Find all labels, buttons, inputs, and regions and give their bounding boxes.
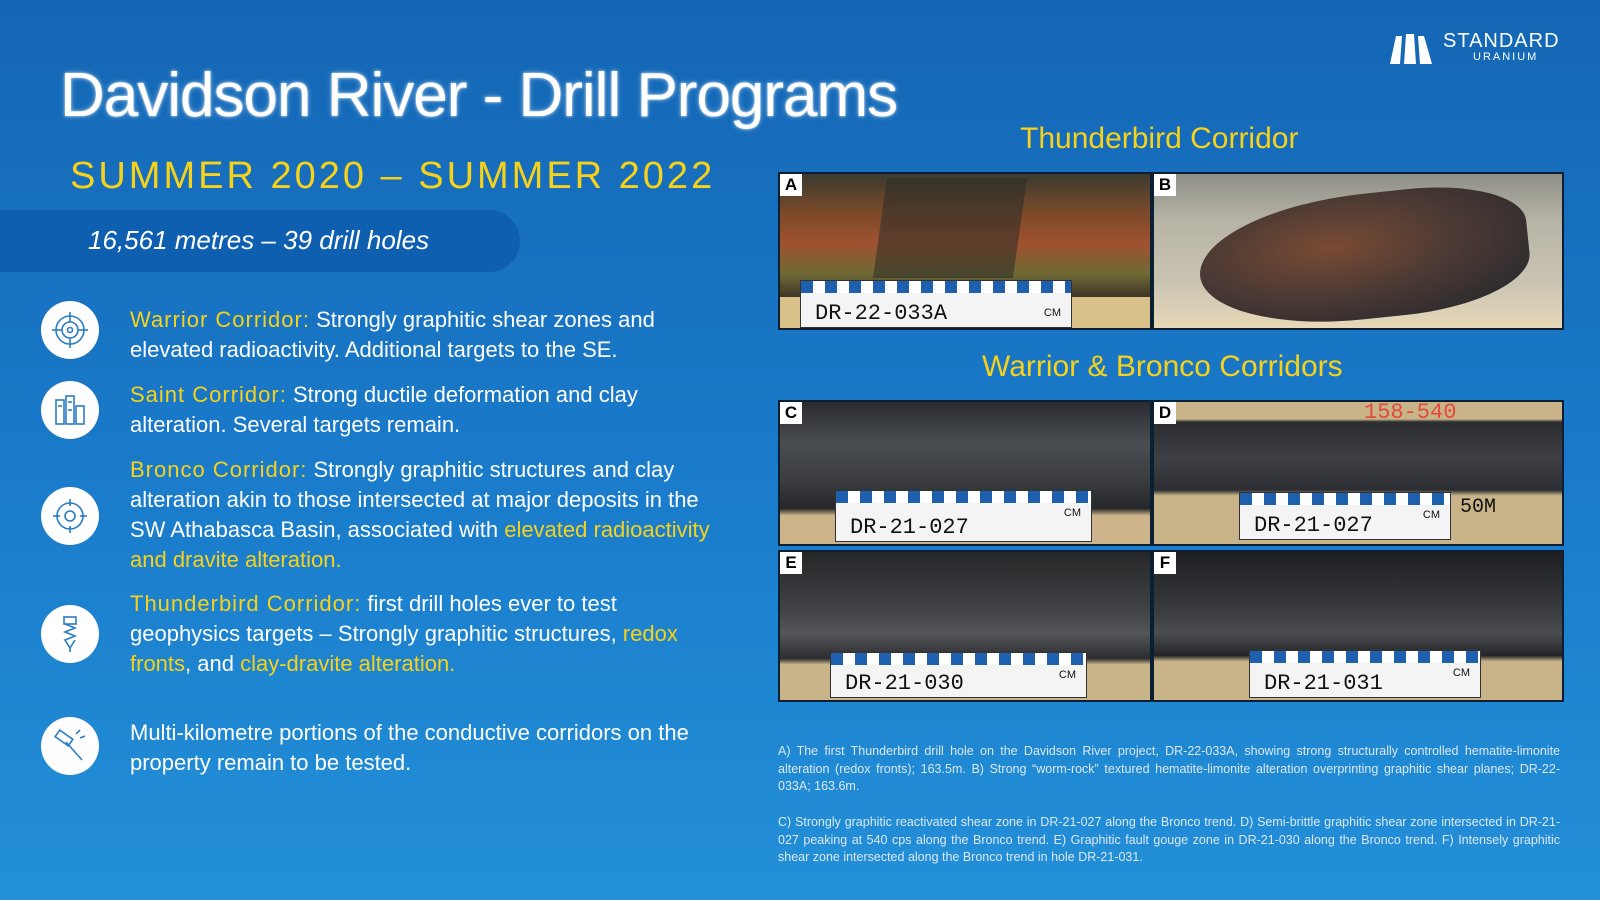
thunderbird-section-title: Thunderbird Corridor	[1020, 122, 1299, 155]
core-photo-f	[1152, 550, 1564, 702]
warrior-label: Warrior Corridor:	[130, 307, 310, 332]
target-icon	[41, 487, 99, 545]
thunderbird-highlight-redox: redox fronts	[130, 621, 678, 676]
depth-marker-red: 158-540	[1364, 400, 1457, 425]
stats-text: 16,561 metres – 39 drill holes	[88, 225, 430, 255]
photo-label-e: E	[780, 552, 802, 574]
saint-description: Strong ductile deformation and clay alteration. Several targets remain.	[130, 382, 638, 437]
logo-subtext: URANIUM	[1473, 51, 1539, 63]
stats-banner	[0, 210, 520, 272]
core-photo-b	[1152, 172, 1564, 330]
drill-bit-icon	[41, 605, 99, 663]
bronco-highlight: elevated radioactivity and dravite alteration.	[130, 517, 710, 572]
saint-label: Saint Corridor:	[130, 382, 287, 407]
sample-tag-a: DR-22-033A CM	[800, 280, 1072, 328]
warrior-bronco-section-title: Warrior & Bronco Corridors	[982, 350, 1343, 383]
photo-label-c: C	[780, 402, 802, 424]
warrior-corridor-text	[130, 305, 710, 365]
page-title: Davidson River - Drill Programs	[60, 61, 898, 130]
building-icon	[41, 381, 99, 439]
photo-label-f: F	[1154, 552, 1176, 574]
depth-label-d: 50M	[1460, 496, 1497, 519]
thunderbird-description: first drill holes ever to test geophysics targets – Strongly graphitic structures,	[130, 591, 623, 646]
subtitle: SUMMER 2020 – SUMMER 2022	[70, 155, 716, 197]
core-photo-d	[1152, 400, 1564, 546]
saint-corridor-text	[130, 380, 710, 440]
logo-mark-icon	[1388, 32, 1436, 64]
sample-tag-f: DR-21-031 CM	[1249, 650, 1481, 698]
caption-warrior-bronco: C) Strongly graphitic reactivated shear zone in DR-21-027 along the Bronco trend. D) Semi-brittle graphitic shear zone intersected in DR-21-027 peaking at 540 cps along the Bronco trend. E) Graphitic fault gouge zone in DR-21-030 along the Bronco trend. F) Intensely graphitic shear zone intersected along the Bronco trend in hole DR-21-031.	[778, 815, 1560, 864]
bronco-corridor-text	[130, 455, 710, 575]
caption-thunderbird: A) The first Thunderbird drill hole on the Davidson River project, DR-22-033A, showing strong structurally controlled hematite-limonite alteration (redox fronts); 163.5m. B) Strong “worm-rock” textured hematite-limonite alteration overprinting graphitic shear planes; DR-22-033A; 163.6m.	[778, 744, 1560, 793]
photo-label-a: A	[780, 174, 802, 196]
thunderbird-label: Thunderbird Corridor:	[130, 591, 362, 616]
sample-tag-d: DR-21-027 CM	[1239, 492, 1451, 540]
core-photo-e	[778, 550, 1152, 702]
multi-km-text: Multi-kilometre portions of the conductive corridors on the property remain to be tested.	[130, 720, 689, 775]
crosshair-icon	[41, 301, 99, 359]
core-photo-c	[778, 400, 1152, 546]
bronco-description: Strongly graphitic structures and clay alteration akin to those intersected at major deposits in the SW Athabasca Basin, associated with	[130, 457, 699, 542]
bronco-label: Bronco Corridor:	[130, 457, 308, 482]
company-logo	[1388, 30, 1573, 65]
core-photo-a	[778, 172, 1152, 330]
sample-tag-c: DR-21-027 CM	[835, 490, 1092, 542]
logo-text: STANDARD	[1443, 30, 1560, 52]
photo-label-b: B	[1154, 174, 1176, 196]
thunderbird-mid: , and	[185, 651, 241, 676]
sample-tag-e: DR-21-030 CM	[830, 652, 1087, 698]
hammer-icon	[41, 717, 99, 775]
thunderbird-highlight-clay: clay-dravite alteration.	[240, 651, 456, 676]
photo-label-d: D	[1154, 402, 1176, 424]
thunderbird-corridor-text	[130, 589, 710, 679]
warrior-description: Strongly graphitic shear zones and elevated radioactivity. Additional targets to the SE.	[130, 307, 655, 362]
